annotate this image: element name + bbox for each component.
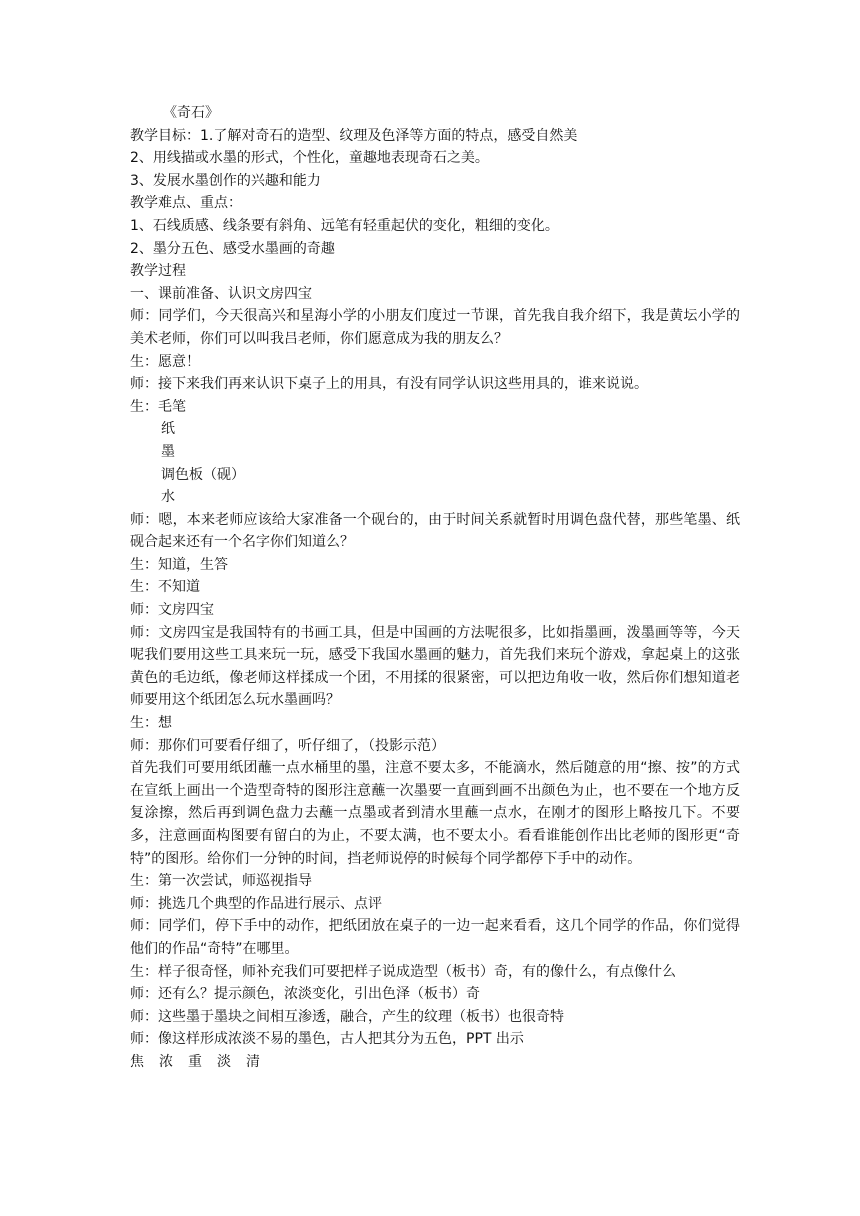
paragraph-texture-strange: 师：这些墨于墨块之间相互渗透，融合，产生的纹理（板书）也很奇特 [130, 1008, 564, 1025]
paragraph-student-know: 生：知道，生答 [130, 556, 228, 573]
paragraph-objective-1: 教学目标：1.了解对奇石的造型、纹理及色泽等方面的特点，感受自然美 [130, 127, 578, 144]
tool-item-paper: 纸 [161, 421, 175, 438]
document-body [130, 102, 740, 1074]
paragraph-objective-2: 2、用线描或水墨的形式，个性化，童趣地表现奇石之美。 [130, 150, 489, 167]
color-word: 清 [246, 1053, 260, 1070]
paragraph-first-attempt: 生：第一次尝试，师巡视指导 [130, 873, 312, 890]
five-colors-list [130, 1051, 740, 1074]
paragraph-color-strange: 师：还有么？提示颜色，浓淡变化，引出色泽（板书）奇 [130, 986, 480, 1003]
paragraph-teacher-tools: 师：接下来我们再来认识下桌子上的用具，有没有同学认识这些用具的，谁来说说。 [130, 376, 648, 393]
paragraph-five-colors-intro: 师：像这样形成浓淡不易的墨色，古人把其分为五色，PPT 出示 [130, 1031, 524, 1048]
paragraph-student-brush: 生：毛笔 [130, 398, 186, 415]
paragraph-inkstone: 师：嗯，本来老师应该给大家准备一个砚台的，由于时间关系就暂时用调色盘代替，那些笔墨、纸砚合起来还有一个名字你们知道么？ [130, 511, 740, 551]
paragraph-process-heading: 教学过程 [130, 263, 186, 280]
paragraph-demo-instructions: 首先我们可要用纸团蘸一点水桶里的墨，注意不要太多，不能滴水，然后随意的用“擦、按”的方式在宣纸上画出一个造型奇特的图形注意蘸一次墨要一直画到画不出颜色为止，也不要在一个地方反复涂擦，然后再到调色盘力去蘸一点墨或者到清水里蘸一点水，在刚才的图形上略按几下。不要多，注意画面构图要有留白的为止，不要太满，也不要太小。看看谁能创作出比老师的图形更“奇特”的图形。给你们一分钟的时间，挡老师说停的时候每个同学都停下手中的动作。 [130, 760, 740, 867]
tool-item-ink: 墨 [161, 443, 175, 460]
paragraph-student-want: 生：想 [130, 715, 172, 732]
paragraph-section-1-heading: 一、课前准备、认识文房四宝 [130, 285, 312, 302]
paragraph-key-points-heading: 教学难点、重点： [130, 195, 242, 212]
paragraph-shape-strange: 生：样子很奇怪，师补充我们可要把样子说成造型（板书）奇，有的像什么，有点像什么 [130, 963, 676, 980]
paragraph-key-point-1: 1、石线质感、线条要有斜角、远笔有轻重起伏的变化，粗细的变化。 [130, 217, 559, 234]
color-word: 淡 [217, 1053, 231, 1070]
color-word: 浓 [159, 1053, 173, 1070]
paragraph-teacher-intro: 师：同学们，今天很高兴和星海小学的小朋友们度过一节课，首先我自我介绍下，我是黄坛小学的美术老师，你们可以叫我吕老师，你们愿意成为我的朋友么？ [130, 308, 740, 347]
color-word: 重 [188, 1053, 202, 1070]
paragraph-showcase: 师：挑选几个典型的作品进行展示、点评 [130, 895, 382, 912]
tool-item-palette: 调色板（砚） [161, 466, 245, 483]
paragraph-discuss: 师：同学们，停下手中的动作，把纸团放在桌子的一边一起来看看，这几个同学的作品，你们觉得他们的作品“奇特”在哪里。 [130, 918, 740, 957]
tool-item-water: 水 [161, 489, 175, 506]
paragraph-four-treasures: 师：文房四宝 [130, 602, 214, 619]
paragraph-student-reply: 生：愿意！ [130, 353, 200, 370]
color-word: 焦 [130, 1053, 144, 1070]
paragraph-student-dont-know: 生：不知道 [130, 579, 200, 596]
paragraph-teacher-demo: 师：那你们可要看仔细了，听仔细了，（投影示范） [130, 737, 445, 754]
paragraph-key-point-2: 2、墨分五色、感受水墨画的奇趣 [130, 240, 335, 257]
document-title: 《奇石》 [163, 105, 219, 121]
paragraph-objective-3: 3、发展水墨创作的兴趣和能力 [130, 172, 321, 189]
paragraph-four-treasures-explain: 师：文房四宝是我国特有的书画工具，但是中国画的方法呢很多，比如指墨画，泼墨画等等，今天呢我们要用这些工具来玩一玩，感受下我国水墨画的魅力，首先我们来玩个游戏，拿起桌上的这张黄色的毛边纸，像老师这样揉成一个团，不用揉的很紧密，可以把边角收一收，然后你们想知道老师要用这个纸团怎么玩水墨画吗？ [130, 624, 740, 709]
